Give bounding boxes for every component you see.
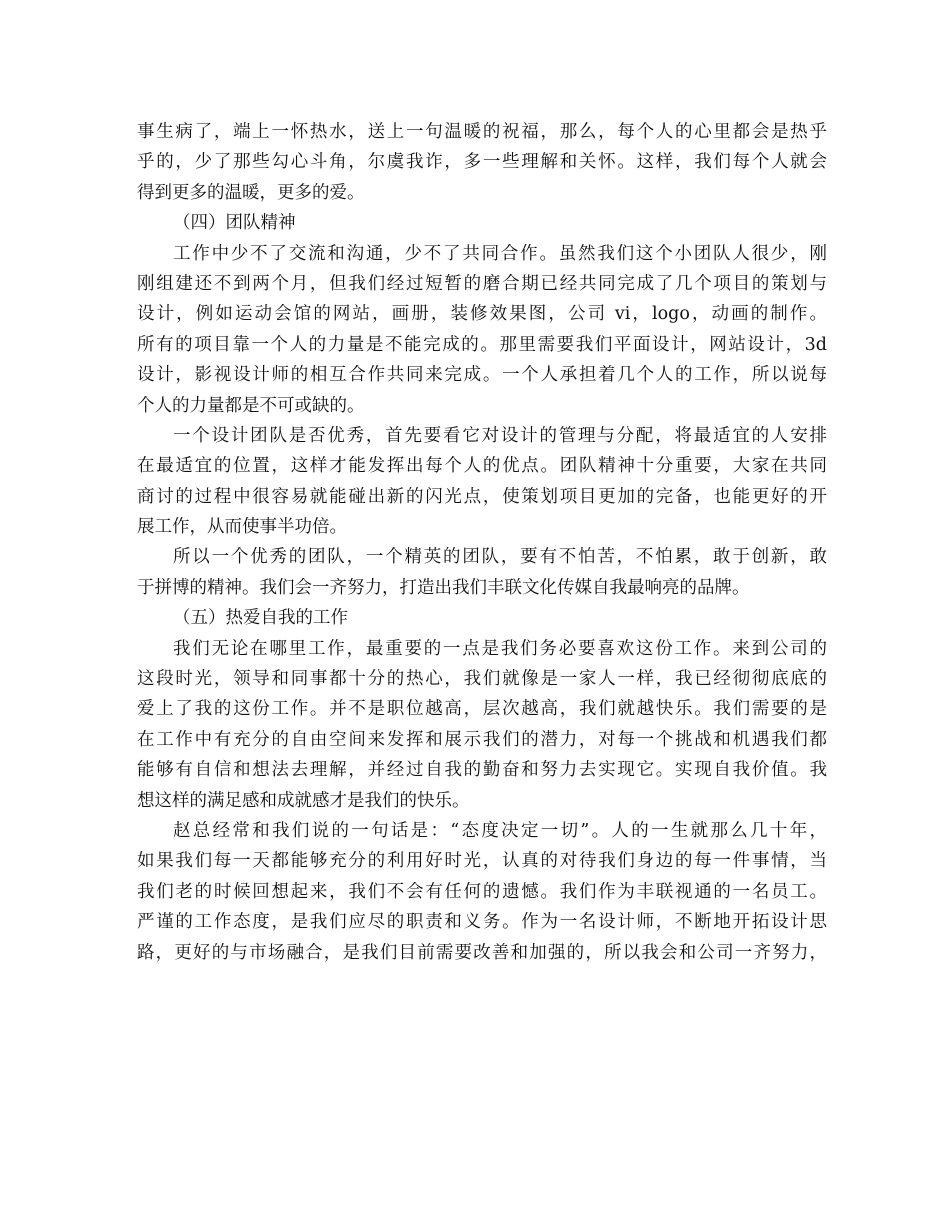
text-line: 在最适宜的位置，这样才能发挥出每个人的优点。团队精神十分重要，大家在共同 (137, 456, 827, 477)
text-line: 爱上了我的这份工作。并不是职位越高，层次越高，我们就越快乐。我们需要的是 (137, 699, 827, 720)
text-line: 在工作中有充分的自由空间来发挥和展示我们的潜力，对每一个挑战和机遇我们都 (137, 729, 827, 750)
text-line: 我们老的时候回想起来，我们不会有任何的遗憾。我们作为丰联视通的一名员工。 (137, 881, 827, 902)
text-line: 赵总经常和我们说的一句话是：“态度决定一切”。人的一生就那么几十年， (173, 820, 827, 841)
text-line: 刚组建还不到两个月，但我们经过短暂的磨合期已经共同完成了几个项目的策划与 (137, 273, 827, 294)
text-line: 能够有自信和想法去理解，并经过自我的勤奋和努力去实现它。实现自我价值。我 (137, 760, 827, 781)
text-line: 得到更多的温暖，更多的爱。 (137, 182, 365, 203)
text-line: 于拼博的精神。我们会一齐努力，打造出我们丰联文化传媒自我最响亮的品牌。 (137, 577, 750, 598)
text-line: 展工作，从而使事半功倍。 (137, 517, 347, 538)
text-line: 商讨的过程中很容易就能碰出新的闪光点，使策划项目更加的完备，也能更好的开 (137, 486, 827, 507)
text-line: 一个设计团队是否优秀，首先要看它对设计的管理与分配，将最适宜的人安排 (173, 425, 827, 446)
text-line: 所有的项目靠一个人的力量是不能完成的。那里需要我们平面设计，网站设计，3d (137, 334, 827, 355)
text-line: 严谨的工作态度，是我们应尽的职责和义务。作为一名设计师，不断地开拓设计思 (137, 912, 827, 933)
text-line: 工作中少不了交流和沟通，少不了共同合作。虽然我们这个小团队人很少，刚 (173, 243, 827, 264)
text-line: 所以一个优秀的团队，一个精英的团队，要有不怕苦，不怕累，敢于创新，敢 (173, 547, 827, 568)
text-line: 我们无论在哪里工作，最重要的一点是我们务必要喜欢这份工作。来到公司的 (173, 638, 827, 659)
text-line: 事生病了，端上一怀热水，送上一句温暖的祝福，那么，每个人的心里都会是热乎 (137, 122, 827, 142)
text-line: 设计，例如运动会馆的网站，画册，装修效果图，公司 vi，logo，动画的制作。 (137, 304, 827, 325)
section-heading: （五）热爱自我的工作 (173, 608, 348, 629)
text-line: 如果我们每一天都能够充分的利用好时光，认真的对待我们身边的每一件事情，当 (137, 851, 827, 872)
text-line: 个人的力量都是不可或缺的。 (137, 395, 365, 416)
text-line: 路，更好的与市场融合，是我们目前需要改善和加强的，所以我会和公司一齐努力， (137, 942, 827, 963)
text-line: 这段时光，领导和同事都十分的热心，我们就像是一家人一样，我已经彻彻底底的 (137, 669, 827, 690)
section-heading: （四）团队精神 (173, 213, 296, 234)
text-line: 想这样的满足感和成就感才是我们的快乐。 (137, 790, 470, 811)
document-body (137, 117, 827, 968)
text-line: 乎的，少了那些勾心斗角，尔虞我诈，多一些理解和关怀。这样，我们每个人就会 (137, 152, 827, 173)
text-line: 设计，影视设计师的相互合作共同来完成。一个人承担着几个人的工作，所以说每 (137, 365, 827, 386)
